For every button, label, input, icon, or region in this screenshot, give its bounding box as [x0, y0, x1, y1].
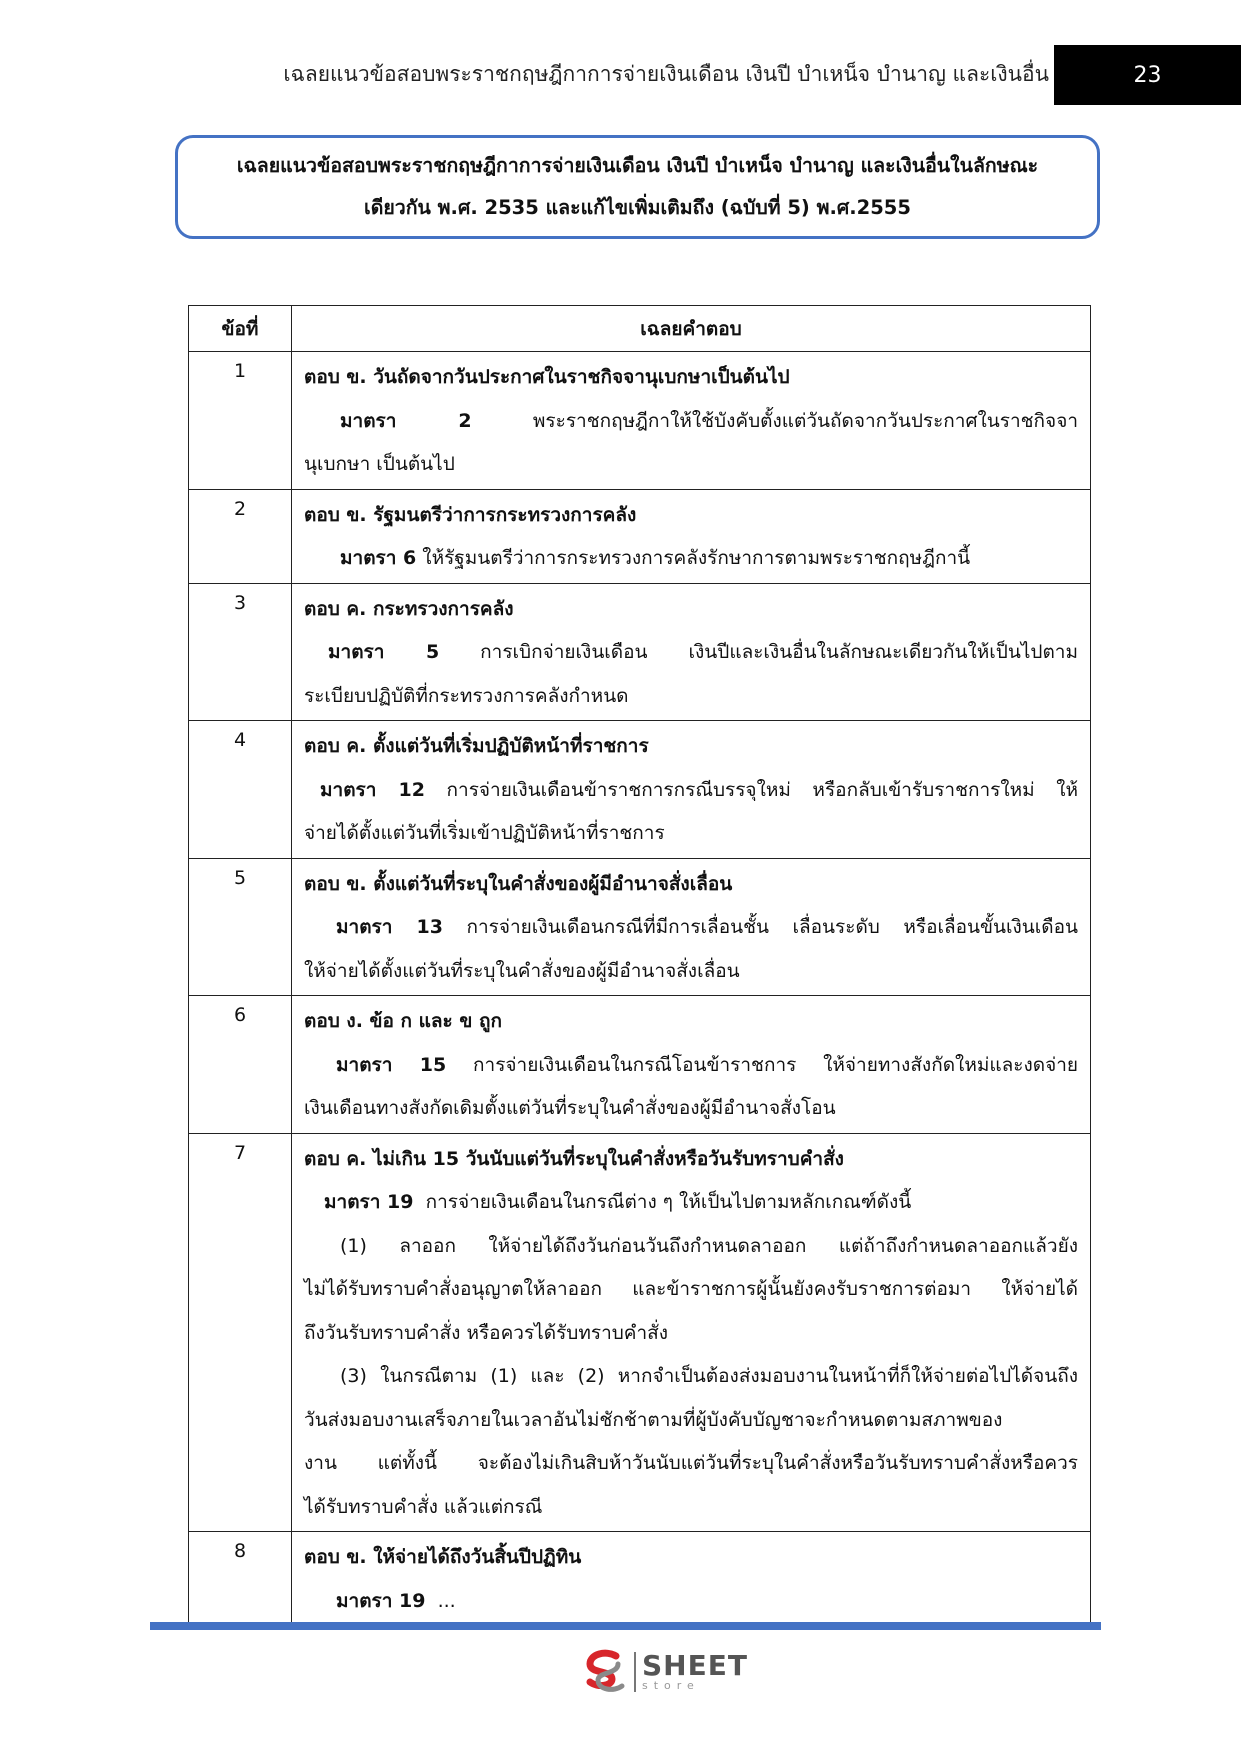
section-ref: มาตรา 15: [336, 1053, 447, 1076]
explanation-line: [304, 1044, 1078, 1088]
explanation-line: [304, 906, 1078, 950]
clause-line: ได้รับทราบคำสั่ง แล้วแต่กรณี: [304, 1495, 543, 1518]
answer-cell: [292, 858, 1091, 996]
table-row: [189, 352, 1091, 490]
explanation-line: [304, 1580, 1078, 1624]
explanation-line: [304, 769, 1078, 813]
logo-text: SHEET: [642, 1649, 748, 1682]
explanation-line: [304, 631, 1078, 675]
explanation-line: ให้จ่ายได้ตั้งแต่วันที่ระบุในคำสั่งของผู้มีอำนาจสั่งเลื่อน: [304, 959, 740, 982]
sheet-store-logo: [578, 1646, 748, 1698]
running-header-title: เฉลยแนวข้อสอบพระราชกฤษฎีกาการจ่ายเงินเดือน เงินปี บำเหน็จ บำนาญ และเงินอื่น: [283, 62, 1049, 86]
clause-line: วันส่งมอบงานเสร็จภายในเวลาอันไม่ชักช้าตามที่ผู้บังคับบัญชาจะกำหนดตามสภาพของ: [304, 1408, 1003, 1431]
answer-text: ตอบ ค. ไม่เกิน 15 วันนับแต่วันที่ระบุในคำสั่งหรือวันรับทราบคำสั่ง: [304, 1147, 844, 1170]
table-row: [189, 489, 1091, 583]
footer-rule: [150, 1622, 1101, 1630]
table-header-row: [189, 306, 1091, 352]
answer-cell: [292, 996, 1091, 1134]
document-title-box: [175, 135, 1100, 239]
section-ref: มาตรา 13: [336, 916, 443, 938]
answer-text: ตอบ ค. ตั้งแต่วันที่เริ่มปฏิบัติหน้าที่ราชการ: [304, 735, 649, 757]
explanation-text: การจ่ายเงินเดือนกรณีที่มีการเลื่อนชั้น เลื่อนระดับ หรือเลื่อนขั้นเงินเดือน: [466, 916, 1079, 938]
explanation-text: การเบิกจ่ายเงินเดือน เงินปีและเงินอื่นในลักษณะเดียวกันให้เป็นไปตาม: [480, 641, 1078, 663]
row-number: 8: [189, 1532, 292, 1626]
table-row: [189, 996, 1091, 1134]
answer-key-table: [188, 305, 1091, 1626]
section-ref: มาตรา 2: [340, 409, 472, 432]
section-ref: มาตรา 6: [340, 547, 417, 569]
explanation-text: การจ่ายเงินเดือนข้าราชการกรณีบรรจุใหม่ หรือกลับเข้ารับราชการใหม่ ให้: [446, 778, 1079, 801]
logo-wordmark: [642, 1649, 748, 1692]
answer-cell: [292, 1133, 1091, 1532]
title-line-2: เดียวกัน พ.ศ. 2535 และแก้ไขเพิ่มเติมถึง (ฉบับที่ 5) พ.ศ.2555: [364, 196, 911, 219]
answer-cell: [292, 352, 1091, 490]
explanation-line: จ่ายได้ตั้งแต่วันที่เริ่มเข้าปฏิบัติหน้าที่ราชการ: [304, 822, 665, 844]
explanation-text: พระราชกฤษฎีกาให้ใช้บังคับตั้งแต่วันถัดจากวันประกาศในราชกิจจา: [532, 409, 1078, 432]
row-number: 4: [189, 721, 292, 859]
answer-text: ตอบ ข. วันถัดจากวันประกาศในราชกิจจานุเบกษาเป็นต้นไป: [304, 366, 790, 388]
table-row: [189, 858, 1091, 996]
answer-text: ตอบ ข. ตั้งแต่วันที่ระบุในคำสั่งของผู้มีอำนาจสั่งเลื่อน: [304, 872, 733, 895]
answer-cell: [292, 583, 1091, 721]
row-number: 7: [189, 1133, 292, 1532]
column-header-no: ข้อที่: [189, 306, 292, 352]
clause-line: ถึงวันรับทราบคำสั่ง หรือควรได้รับทราบคำสั่ง: [304, 1321, 669, 1344]
clause-line: งาน แต่ทั้งนี้ จะต้องไม่เกินสิบห้าวันนับแต่วันที่ระบุในคำสั่งหรือวันรับทราบคำสั่งหรือควร: [304, 1452, 1078, 1474]
answer-text: ตอบ ง. ข้อ ก และ ข ถูก: [304, 1010, 502, 1032]
logo-divider: [634, 1652, 636, 1692]
explanation-line: [304, 1181, 1078, 1225]
explanation-line: นุเบกษา เป็นต้นไป: [304, 453, 455, 475]
explanation-text: การจ่ายเงินเดือนในกรณีต่าง ๆ ให้เป็นไปตามหลักเกณฑ์ดังนี้: [425, 1191, 912, 1213]
answer-text: ตอบ ข. ให้จ่ายได้ถึงวันสิ้นปีปฏิทิน: [304, 1546, 582, 1568]
answer-text: ตอบ ค. กระทรวงการคลัง: [304, 597, 514, 620]
title-line-1: เฉลยแนวข้อสอบพระราชกฤษฎีกาการจ่ายเงินเดือน เงินปี บำเหน็จ บำนาญ และเงินอื่นในลักษณะ: [236, 154, 1039, 177]
answer-cell: [292, 1532, 1091, 1626]
explanation-line: เงินเดือนทางสังกัดเดิมตั้งแต่วันที่ระบุในคำสั่งของผู้มีอำนาจสั่งโอน: [304, 1097, 836, 1119]
clause-line: ไม่ได้รับทราบคำสั่งอนุญาตให้ลาออก และข้าราชการผู้นั้นยังคงรับราชการต่อมา ให้จ่ายได้: [304, 1278, 1078, 1300]
explanation-line: [304, 537, 1078, 581]
section-ref: มาตรา 19: [336, 1589, 426, 1612]
table-row: [189, 1532, 1091, 1626]
explanation-line: ระเบียบปฏิบัติที่กระทรวงการคลังกำหนด: [304, 684, 629, 707]
row-number: 1: [189, 352, 292, 490]
clause-line: (3) ในกรณีตาม (1) และ (2) หากจำเป็นต้องส่งมอบงานในหน้าที่ก็ให้จ่ายต่อไปได้จนถึง: [340, 1365, 1078, 1387]
table-row: [189, 583, 1091, 721]
answer-cell: [292, 489, 1091, 583]
explanation-text: ...: [437, 1589, 456, 1612]
section-ref: มาตรา 12: [320, 778, 425, 801]
row-number: 6: [189, 996, 292, 1134]
page-number-box: [1054, 45, 1241, 105]
logo-subtext: store: [642, 1679, 700, 1692]
column-header-answer: เฉลยคำตอบ: [292, 306, 1091, 352]
row-number: 3: [189, 583, 292, 721]
row-number: 5: [189, 858, 292, 996]
section-ref: มาตรา 5: [328, 641, 440, 663]
answer-text: ตอบ ข. รัฐมนตรีว่าการกระทรวงการคลัง: [304, 503, 637, 526]
section-ref: มาตรา 19: [324, 1191, 414, 1213]
explanation-text: ให้รัฐมนตรีว่าการกระทรวงการคลังรักษาการตามพระราชกฤษฎีกานี้: [422, 547, 971, 569]
answer-cell: [292, 721, 1091, 859]
explanation-line: [304, 400, 1078, 444]
sheet-store-logo-icon: [578, 1646, 630, 1698]
row-number: 2: [189, 489, 292, 583]
table-row: [189, 721, 1091, 859]
page-number: 23: [1133, 62, 1162, 88]
explanation-text: การจ่ายเงินเดือนในกรณีโอนข้าราชการ ให้จ่ายทางสังกัดใหม่และงดจ่าย: [473, 1053, 1079, 1076]
clause-line: (1) ลาออก ให้จ่ายได้ถึงวันก่อนวันถึงกำหนดลาออก แต่ถ้าถึงกำหนดลาออกแล้วยัง: [340, 1234, 1078, 1257]
table-row: [189, 1133, 1091, 1532]
